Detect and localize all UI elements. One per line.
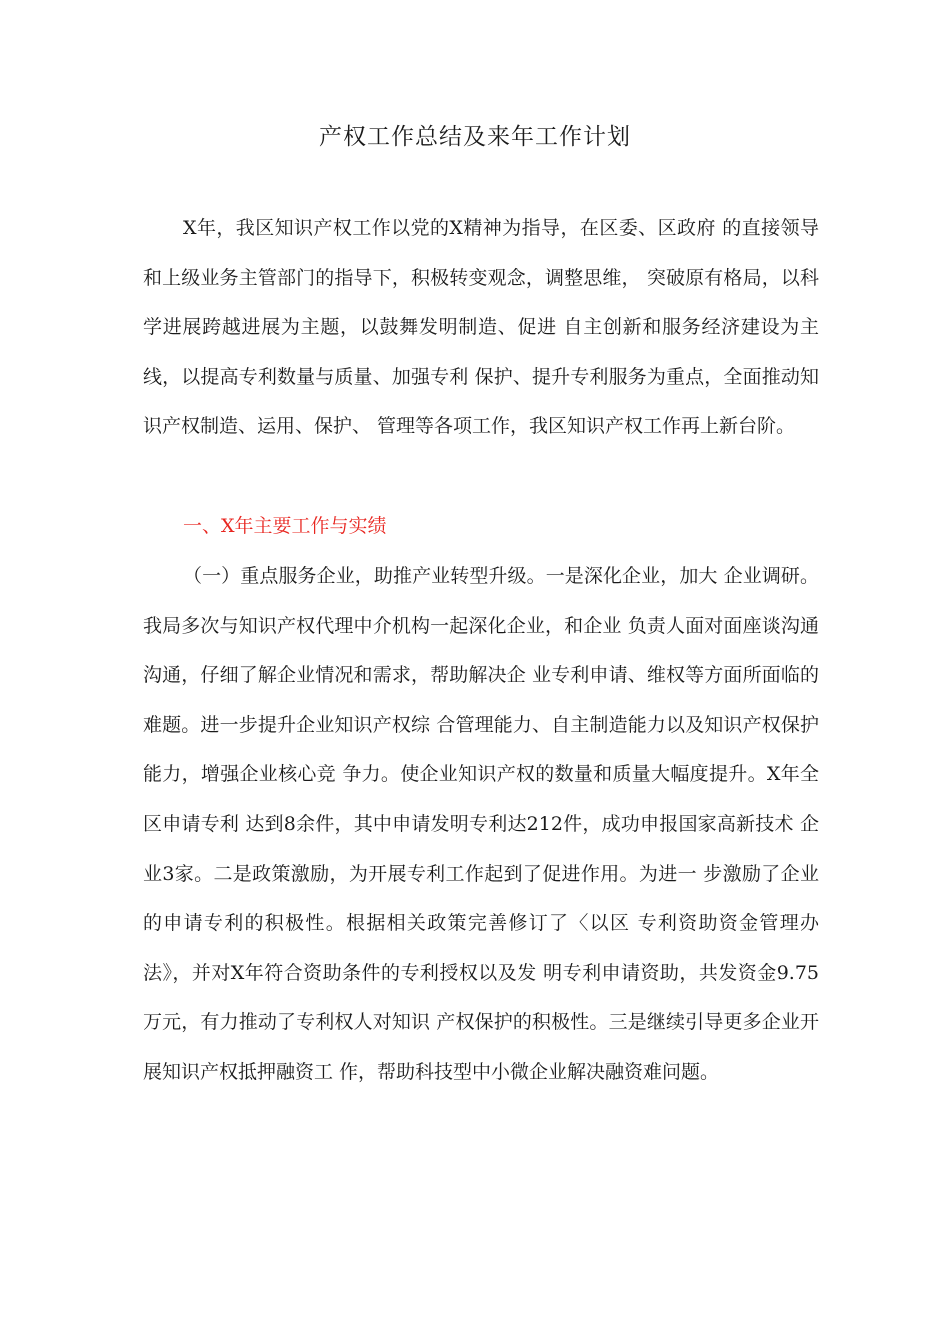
document-title: 产权工作总结及来年工作计划 <box>319 124 631 150</box>
section-paragraph: （一）重点服务企业，助推产业转型升级。一是深化企业，加大 企业调研。我局多次与知识产权代理中介机构一起深化企业，和企业 负责人面对面座谈沟通沟通，仔细了解企业情况和需求，帮助解决企 业专利申请、维权等方面所面临的难题。进一步提升企业知识产权综 合管理能力、自主制造能力以及知识产权保护能力，增强企业核心竞 争力。使企业知识产权的数量和质量大幅度提升。X年全区申请专利 达到8余件，其中申请发明专利达212件，成功申报国家高新技术 企业3家。二是政策激励，为开展专利工作起到了促进作用。为进一 步激励了企业的申请专利的积极性。根据相关政策完善修订了〈以区 专利资助资金管理办法》，并对X年符合资助条件的专利授权以及发 明专利申请资助，共发资金9.75万元，有力推动了专利权人对知识 产权保护的积极性。三是继续引导更多企业开展知识产权抵押融资工 作，帮助科技型中小微企业解决融资难问题。 <box>143 565 819 1083</box>
intro-paragraph: X年，我区知识产权工作以党的X精神为指导，在区委、区政府 的直接领导和上级业务主管部门的指导下，积极转变观念，调整思维， 突破原有格局，以科学进展跨越进展为主题，以鼓舞发明制造、促进 自主创新和服务经济建设为主线，以提高专利数量与质量、加强专利 保护、提升专利服务为重点，全面推动知识产权制造、运用、保护、 管理等各项工作，我区知识产权工作再上新台阶。 <box>143 217 819 438</box>
section-heading: 一、X年主要工作与实绩 <box>183 515 387 537</box>
